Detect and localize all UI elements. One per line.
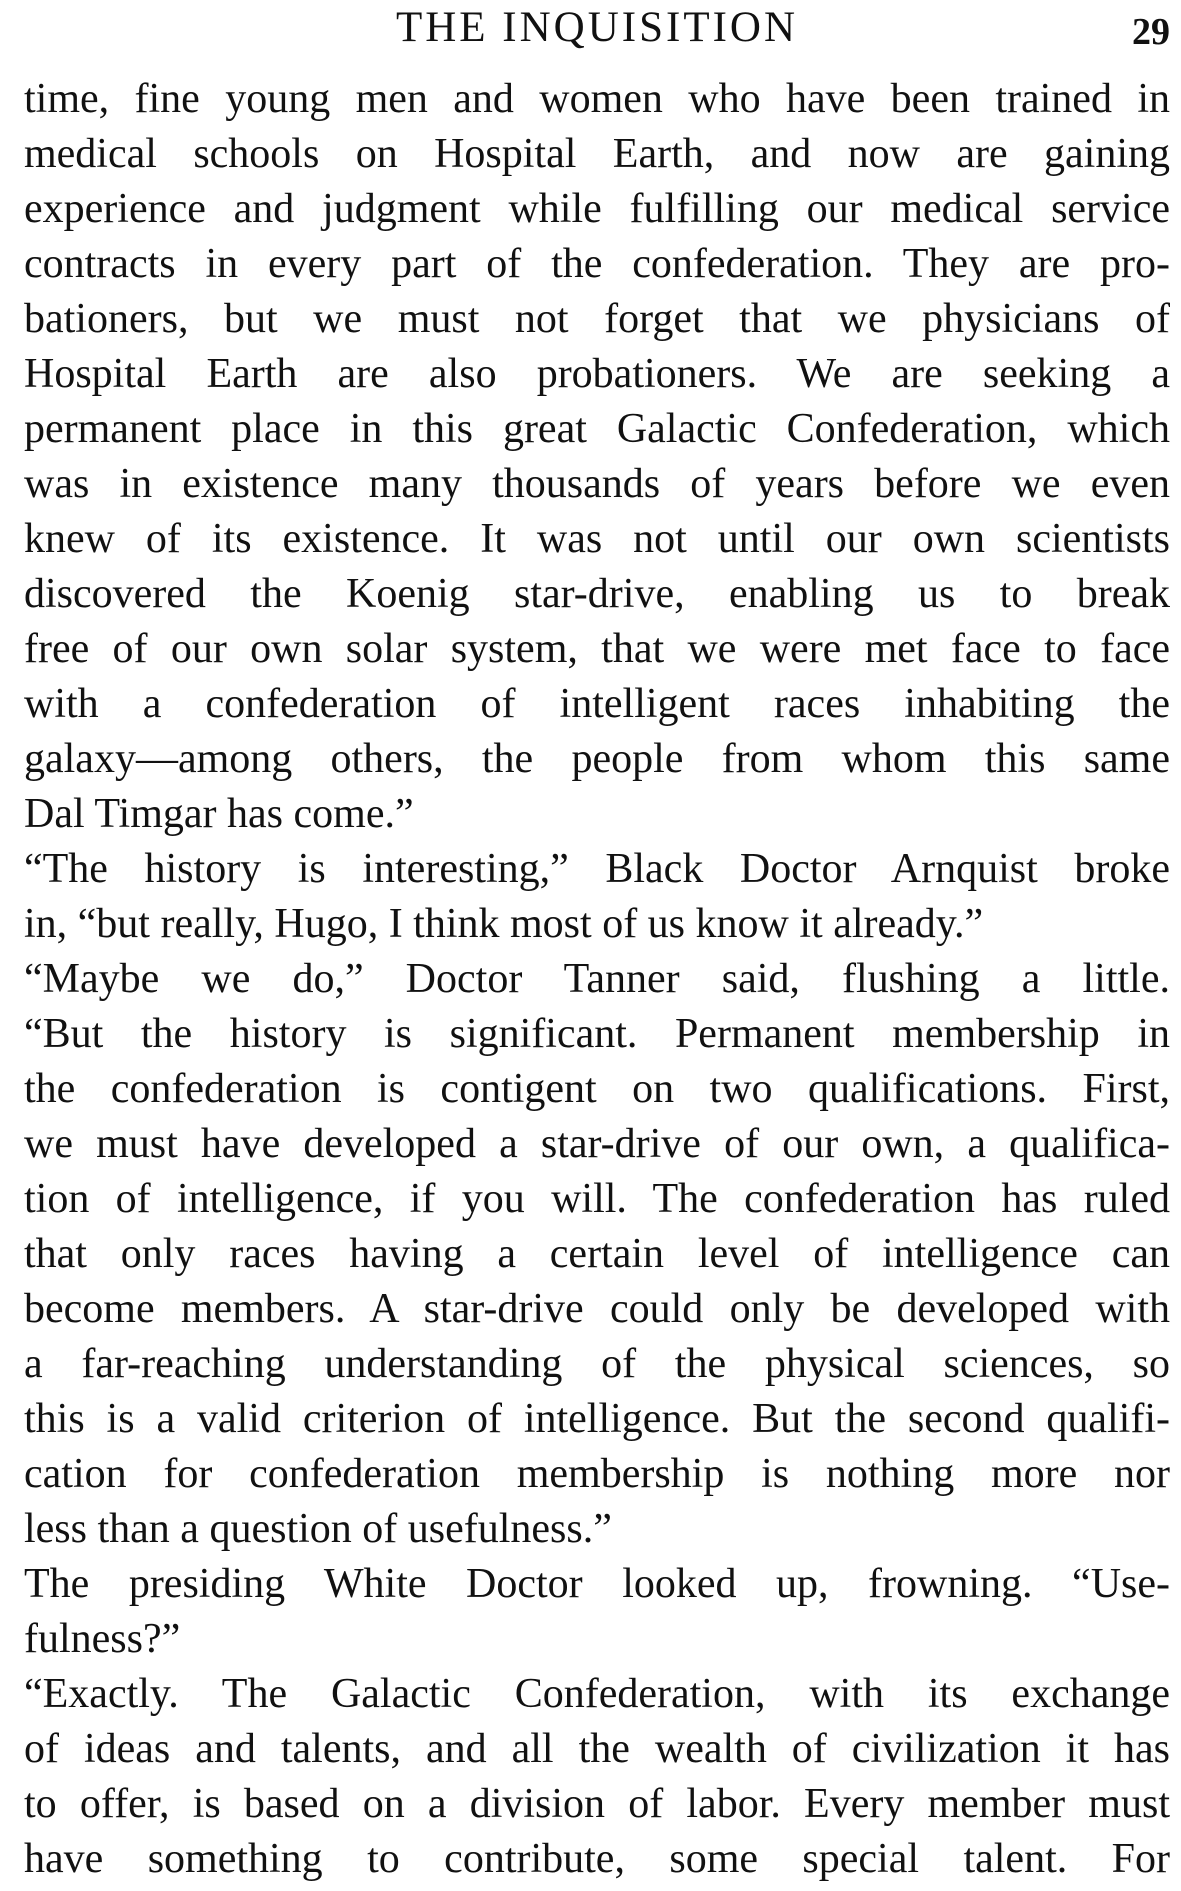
text-line: “The history is interesting,” Black Doctor Arnquist broke (24, 846, 1170, 892)
running-head: THE INQUISITION (395, 4, 799, 51)
text-line: become members. A star-drive could only be developed with (24, 1286, 1170, 1332)
text-line: The presiding White Doctor looked up, frowning. “Use- (24, 1561, 1170, 1607)
text-line: contracts in every part of the confederation. They are pro- (24, 241, 1170, 287)
text-line: of ideas and talents, and all the wealth of civilization it has (24, 1726, 1170, 1772)
text-line: the confederation is contigent on two qualifications. First, (24, 1066, 1170, 1112)
text-line: medical schools on Hospital Earth, and now are gaining (24, 131, 1170, 177)
text-line: have something to contribute, some special talent. For (24, 1836, 1170, 1882)
page-header (24, 0, 1170, 60)
page-number: 29 (1132, 11, 1170, 53)
text-line: knew of its existence. It was not until our own scientists (24, 516, 1170, 562)
text-line: Dal Timgar has come.” (24, 791, 414, 837)
text-line: permanent place in this great Galactic Confederation, which (24, 406, 1170, 452)
body-text (24, 72, 1170, 1887)
text-line: with a confederation of intelligent races inhabiting the (24, 681, 1170, 727)
text-line: experience and judgment while fulfilling our medical service (24, 186, 1170, 232)
text-line: less than a question of usefulness.” (24, 1506, 612, 1552)
text-line: was in existence many thousands of years before we even (24, 461, 1170, 507)
text-line: “But the history is significant. Permanent membership in (24, 1011, 1170, 1057)
text-line: we must have developed a star-drive of our own, a qualifica- (24, 1121, 1170, 1167)
text-line: fulness?” (24, 1616, 181, 1662)
text-line: in, “but really, Hugo, I think most of us know it already.” (24, 901, 984, 947)
text-line: galaxy—among others, the people from whom this same (24, 736, 1170, 782)
text-line: bationers, but we must not forget that we physicians of (24, 296, 1170, 342)
text-line: to offer, is based on a division of labor. Every member must (24, 1781, 1170, 1827)
text-line: that only races having a certain level of intelligence can (24, 1231, 1170, 1277)
text-line: free of our own solar system, that we were met face to face (24, 626, 1170, 672)
text-line: “Maybe we do,” Doctor Tanner said, flushing a little. (24, 956, 1170, 1002)
text-line: a far-reaching understanding of the physical sciences, so (24, 1341, 1170, 1387)
text-line: cation for confederation membership is nothing more nor (24, 1451, 1170, 1497)
text-line: time, fine young men and women who have been trained in (24, 76, 1170, 122)
text-line: Hospital Earth are also probationers. We are seeking a (24, 351, 1170, 397)
text-line: tion of intelligence, if you will. The confederation has ruled (24, 1176, 1170, 1222)
text-line: “Exactly. The Galactic Confederation, with its exchange (24, 1671, 1170, 1717)
text-line: discovered the Koenig star-drive, enabling us to break (24, 571, 1170, 617)
text-line: this is a valid criterion of intelligence. But the second qualifi- (24, 1396, 1170, 1442)
